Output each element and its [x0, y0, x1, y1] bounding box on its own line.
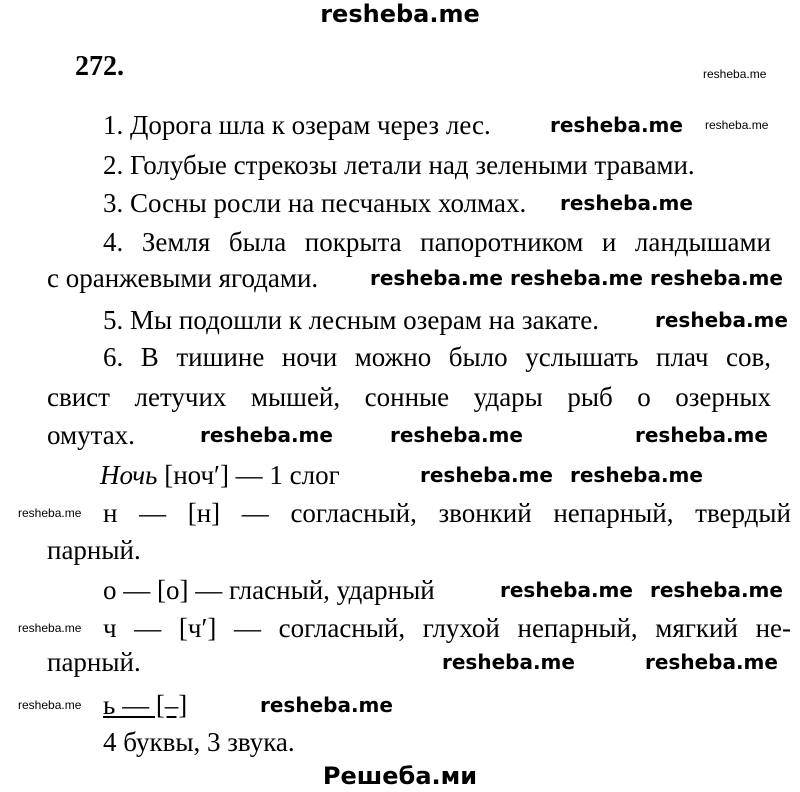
sentence-6: 6. В тишине ночи можно было услышать плач сов,: [103, 342, 771, 372]
sentence-4: 4. Земля была покрыта папоротником и ландышами: [103, 227, 771, 257]
watermark: resheba.me: [370, 266, 503, 290]
sentence-6-end: омутах.: [47, 420, 135, 450]
exercise-number: 272.: [75, 51, 124, 82]
analysis-line: о — [о] — гласный, ударный: [103, 575, 435, 605]
site-footer: Решеба.ми: [322, 762, 478, 790]
watermark: resheba.me: [442, 650, 575, 674]
watermark: resheba.me: [420, 463, 553, 487]
sentence-1: 1. Дорога шла к озерам через лес.: [103, 110, 491, 140]
analysis-line: парный.: [47, 535, 141, 565]
sentence-2: 2. Голубые стрекозы летали над зелеными травами.: [103, 150, 695, 180]
analysis-word: Ночь: [100, 460, 158, 490]
analysis-line: ь — [–]: [103, 690, 188, 720]
analysis-transcription: [ноч′] — 1 слог: [164, 460, 340, 490]
watermark: resheba.me: [703, 67, 767, 81]
sentence-5: 5. Мы подошли к лесным озерам на закате.: [103, 305, 600, 335]
watermark: resheba.me: [705, 118, 769, 132]
sentence-6-cont: свист летучих мышей, сонные удары рыб о озерных: [47, 382, 771, 412]
watermark: resheba.me: [18, 506, 82, 520]
watermark: resheba.me: [200, 423, 333, 447]
analysis-line: н — [н] — согласный, звонкий непарный, твердый: [103, 498, 791, 528]
analysis-header: [100, 460, 340, 490]
watermark: resheba.me: [650, 578, 783, 602]
watermark: resheba.me: [18, 621, 82, 635]
watermark: resheba.me: [390, 423, 523, 447]
watermark: resheba.me: [260, 693, 393, 717]
watermark: resheba.me: [635, 423, 768, 447]
watermark: resheba.me: [500, 578, 633, 602]
watermark: resheba.me: [650, 266, 783, 290]
watermark: resheba.me: [645, 650, 778, 674]
watermark: resheba.me: [18, 698, 82, 712]
watermark: resheba.me: [550, 113, 683, 137]
analysis-line: парный.: [47, 647, 141, 677]
sentence-4-cont: с оранжевыми ягодами.: [47, 263, 319, 293]
watermark: resheba.me: [655, 308, 788, 332]
site-header: resheba.me: [320, 0, 480, 28]
watermark: resheba.me: [570, 463, 703, 487]
analysis-summary: 4 буквы, 3 звука.: [103, 727, 295, 757]
watermark: resheba.me: [510, 266, 643, 290]
analysis-line: ч — [ч′] — согласный, глухой непарный, мягкий не-: [103, 613, 791, 643]
watermark: resheba.me: [560, 191, 693, 215]
sentence-3: 3. Сосны росли на песчаных холмах.: [103, 188, 527, 218]
